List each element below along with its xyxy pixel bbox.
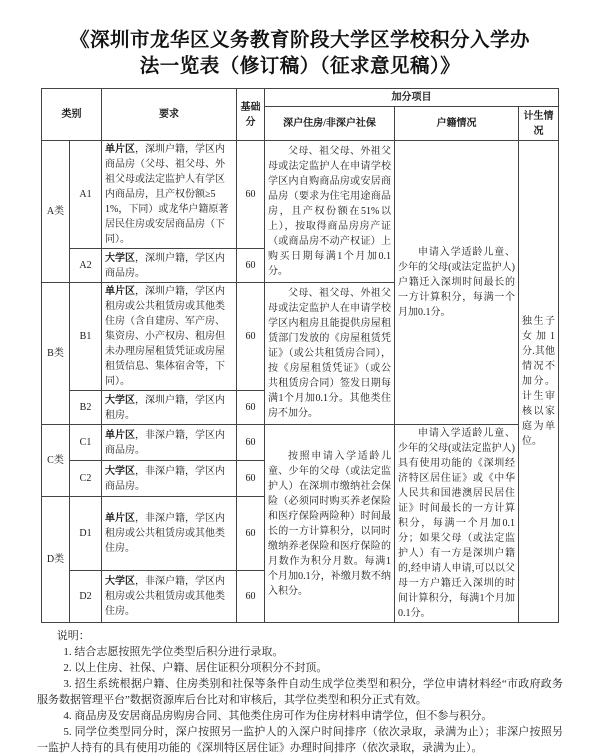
header-housing: 深户住房/非深户社保 [265, 107, 395, 141]
requirement-a1-lead: 单片区 [105, 144, 135, 155]
requirement-a2-lead: 大学区 [105, 252, 135, 264]
housing-bonus-b-text: 父母、祖父母、外祖父母或法定监护人在申请学校学区内租房且能提供房屋租赁部门发放的《房屋租赁凭证》（或公共租赁房合同），按《房屋租赁凭证》（或公共租赁房合同）签发日期每满1个月加0.1分。其他类住房不加分。 [268, 288, 391, 419]
code-b1-cell: B1 [70, 283, 102, 391]
requirement-c2-cell [102, 461, 237, 497]
note-item-1: 1. 结合志愿按照先学位类型后积分进行录取。 [63, 646, 284, 658]
header-row-1 [42, 89, 559, 107]
document-title [0, 27, 600, 79]
base-score-d1-cell: 60 [237, 497, 265, 571]
table-row-c1 [42, 425, 559, 461]
requirement-d2-cell [102, 571, 237, 623]
code-c1-cell: C1 [70, 425, 102, 461]
family-planning-cell: 独生子女加1分.其他情况不加分。计生审核以家庭为单位。 [519, 141, 559, 623]
base-score-c2-cell: 60 [237, 461, 265, 497]
base-score-c1-cell: 60 [237, 425, 265, 461]
requirement-c2-lead: 大学区 [105, 465, 135, 477]
base-score-a1-cell: 60 [237, 141, 265, 249]
requirement-d2-lead: 大学区 [105, 576, 135, 587]
hukou-bonus-ab-cell [395, 141, 519, 425]
hukou-bonus-cd-text: 申请入学适龄儿童、少年的父母(或法定监护人)具有使用功能的《深圳经济特区居住证》或《中华人民共和国港澳居民居住证》时间最长的一方计算积分，每满一个月加0.1分；如果父母（或法定监护人）有一方是深圳户籍的,经申请人申请,可以以父母一方户籍迁入深圳的时间计算积分，每满1个月加0.1分。 [398, 428, 515, 619]
header-requirement: 要求 [102, 89, 237, 141]
base-score-b2-cell: 60 [237, 391, 265, 425]
housing-bonus-b-cell [265, 283, 395, 425]
requirement-b2-text: ，深圳户籍，学区内租房。 [105, 394, 225, 421]
requirement-a1-text: ，深圳户籍，学区内商品房（父母、祖父母、外祖父母或法定监护人有学区内商品房，且产权份额≥51%，下同）或龙华户籍原著居民住房或安居商品房（下同）。 [105, 144, 229, 245]
note-item-2: 2. 以上住房、社保、户籍、居住证积分项积分不封顶。 [63, 662, 328, 674]
header-category: 类别 [42, 89, 102, 141]
requirement-d1-cell [102, 497, 237, 571]
notes-section [37, 628, 563, 756]
code-c2-cell: C2 [70, 461, 102, 497]
requirement-a2-text: ，深圳户籍，学区内商品房。 [105, 252, 225, 279]
note-item-4: 4. 商品房及安居商品房购房合同、其他类住房可作为住房材料申请学位，但不参与积分。 [63, 710, 493, 722]
requirement-d2-text: ，非深户籍，学区内租房或公共租赁房或其他类住房。 [105, 576, 225, 617]
hukou-bonus-ab-text: 申请入学适龄儿童、少年的父母(或法定监护人)户籍迁入深圳时间最长的一方计算积分，每满一个月加0.1分。 [398, 247, 515, 318]
code-a2-cell: A2 [70, 249, 102, 283]
requirement-c1-cell [102, 425, 237, 461]
requirement-b1-text: ，深圳户籍，学区内租房或公共租赁房或其他类住房（含自建房、军产房、集资房、小产权房、租房但未办理房屋租赁凭证或房屋租赁信息、集体宿舍等，下同）。 [105, 286, 225, 387]
category-c-cell: C类 [42, 425, 70, 497]
requirement-b1-cell [102, 283, 237, 391]
points-table [41, 88, 559, 623]
requirement-c1-lead: 单片区 [105, 429, 135, 441]
housing-bonus-a-cell [265, 141, 395, 283]
social-insurance-bonus-cd-cell [265, 425, 395, 623]
notes-label: 说明： [56, 630, 90, 642]
code-b2-cell: B2 [70, 391, 102, 425]
code-d2-cell: D2 [70, 571, 102, 623]
requirement-a1-cell [102, 141, 237, 249]
header-bonus-items: 加分项目 [265, 89, 559, 107]
requirement-b1-lead: 单片区 [105, 286, 135, 297]
header-hukou: 户籍情况 [395, 107, 519, 141]
base-score-d2-cell: 60 [237, 571, 265, 623]
requirement-a2-cell [102, 249, 237, 283]
header-base-score: 基础分 [237, 89, 265, 141]
requirement-d1-lead: 单片区 [105, 513, 135, 524]
category-d-cell: D类 [42, 497, 70, 623]
note-item-3: 3. 招生系统根据户籍、住房类别和社保等条件自动生成学位类型和积分，学位申请材料经“市政府政务服务数据管理平台”数据资源库后台比对和审核后，其学位类型和积分正式有效。 [37, 678, 563, 706]
table-row-a1 [42, 141, 559, 249]
requirement-c1-text: ，非深户籍，学区内商品房。 [105, 429, 225, 456]
title-line-1: 《深圳市龙华区义务教育阶段大学区学校积分入学办 [69, 29, 530, 51]
header-family-planning: 计生情况 [519, 107, 559, 141]
title-line-2: 法一览表（修订稿）（征求意见稿）》 [139, 55, 461, 77]
requirement-b2-cell [102, 391, 237, 425]
housing-bonus-a-text: 父母、祖父母、外祖父母或法定监护人在申请学校学区内自购商品房或安居商品房（要求为住宅用途商品房，且产权份额在51%以上），按取得商品房房产证（或商品房不动产权证）上购买日期每满1个月加0.1分。 [268, 146, 391, 277]
requirement-d1-text: ，非深户籍，学区内租房或公共租赁房或其他类住房。 [105, 513, 225, 554]
category-a-cell: A类 [42, 141, 70, 283]
base-score-b1-cell: 60 [237, 283, 265, 391]
requirement-c2-text: ，非深户籍，学区内商品房。 [105, 465, 225, 492]
code-d1-cell: D1 [70, 497, 102, 571]
code-a1-cell: A1 [70, 141, 102, 249]
base-score-a2-cell: 60 [237, 249, 265, 283]
requirement-b2-lead: 大学区 [105, 394, 135, 406]
note-item-5: 5. 同学位类型同分时，深户按照另一监护人的入深户时间排序（依次录取，录满为止）；非深户按照另一监护人持有的具有使用功能的《深圳特区居住证》办理时间排序（依次录取，录满为止）。 [37, 726, 563, 754]
category-b-cell: B类 [42, 283, 70, 425]
social-insurance-bonus-cd-text: 按照申请入学适龄儿童、少年的父母（或法定监护人）在深圳市缴纳社会保险（必须同时购买养老保险和医疗保险两险种）时间最长的一方计算积分，以同时缴纳养老保险和医疗保险的月数作为积分月数。每满1个月加0.1分，补缴月数不纳入积分。 [268, 450, 391, 597]
hukou-bonus-cd-cell [395, 425, 519, 623]
